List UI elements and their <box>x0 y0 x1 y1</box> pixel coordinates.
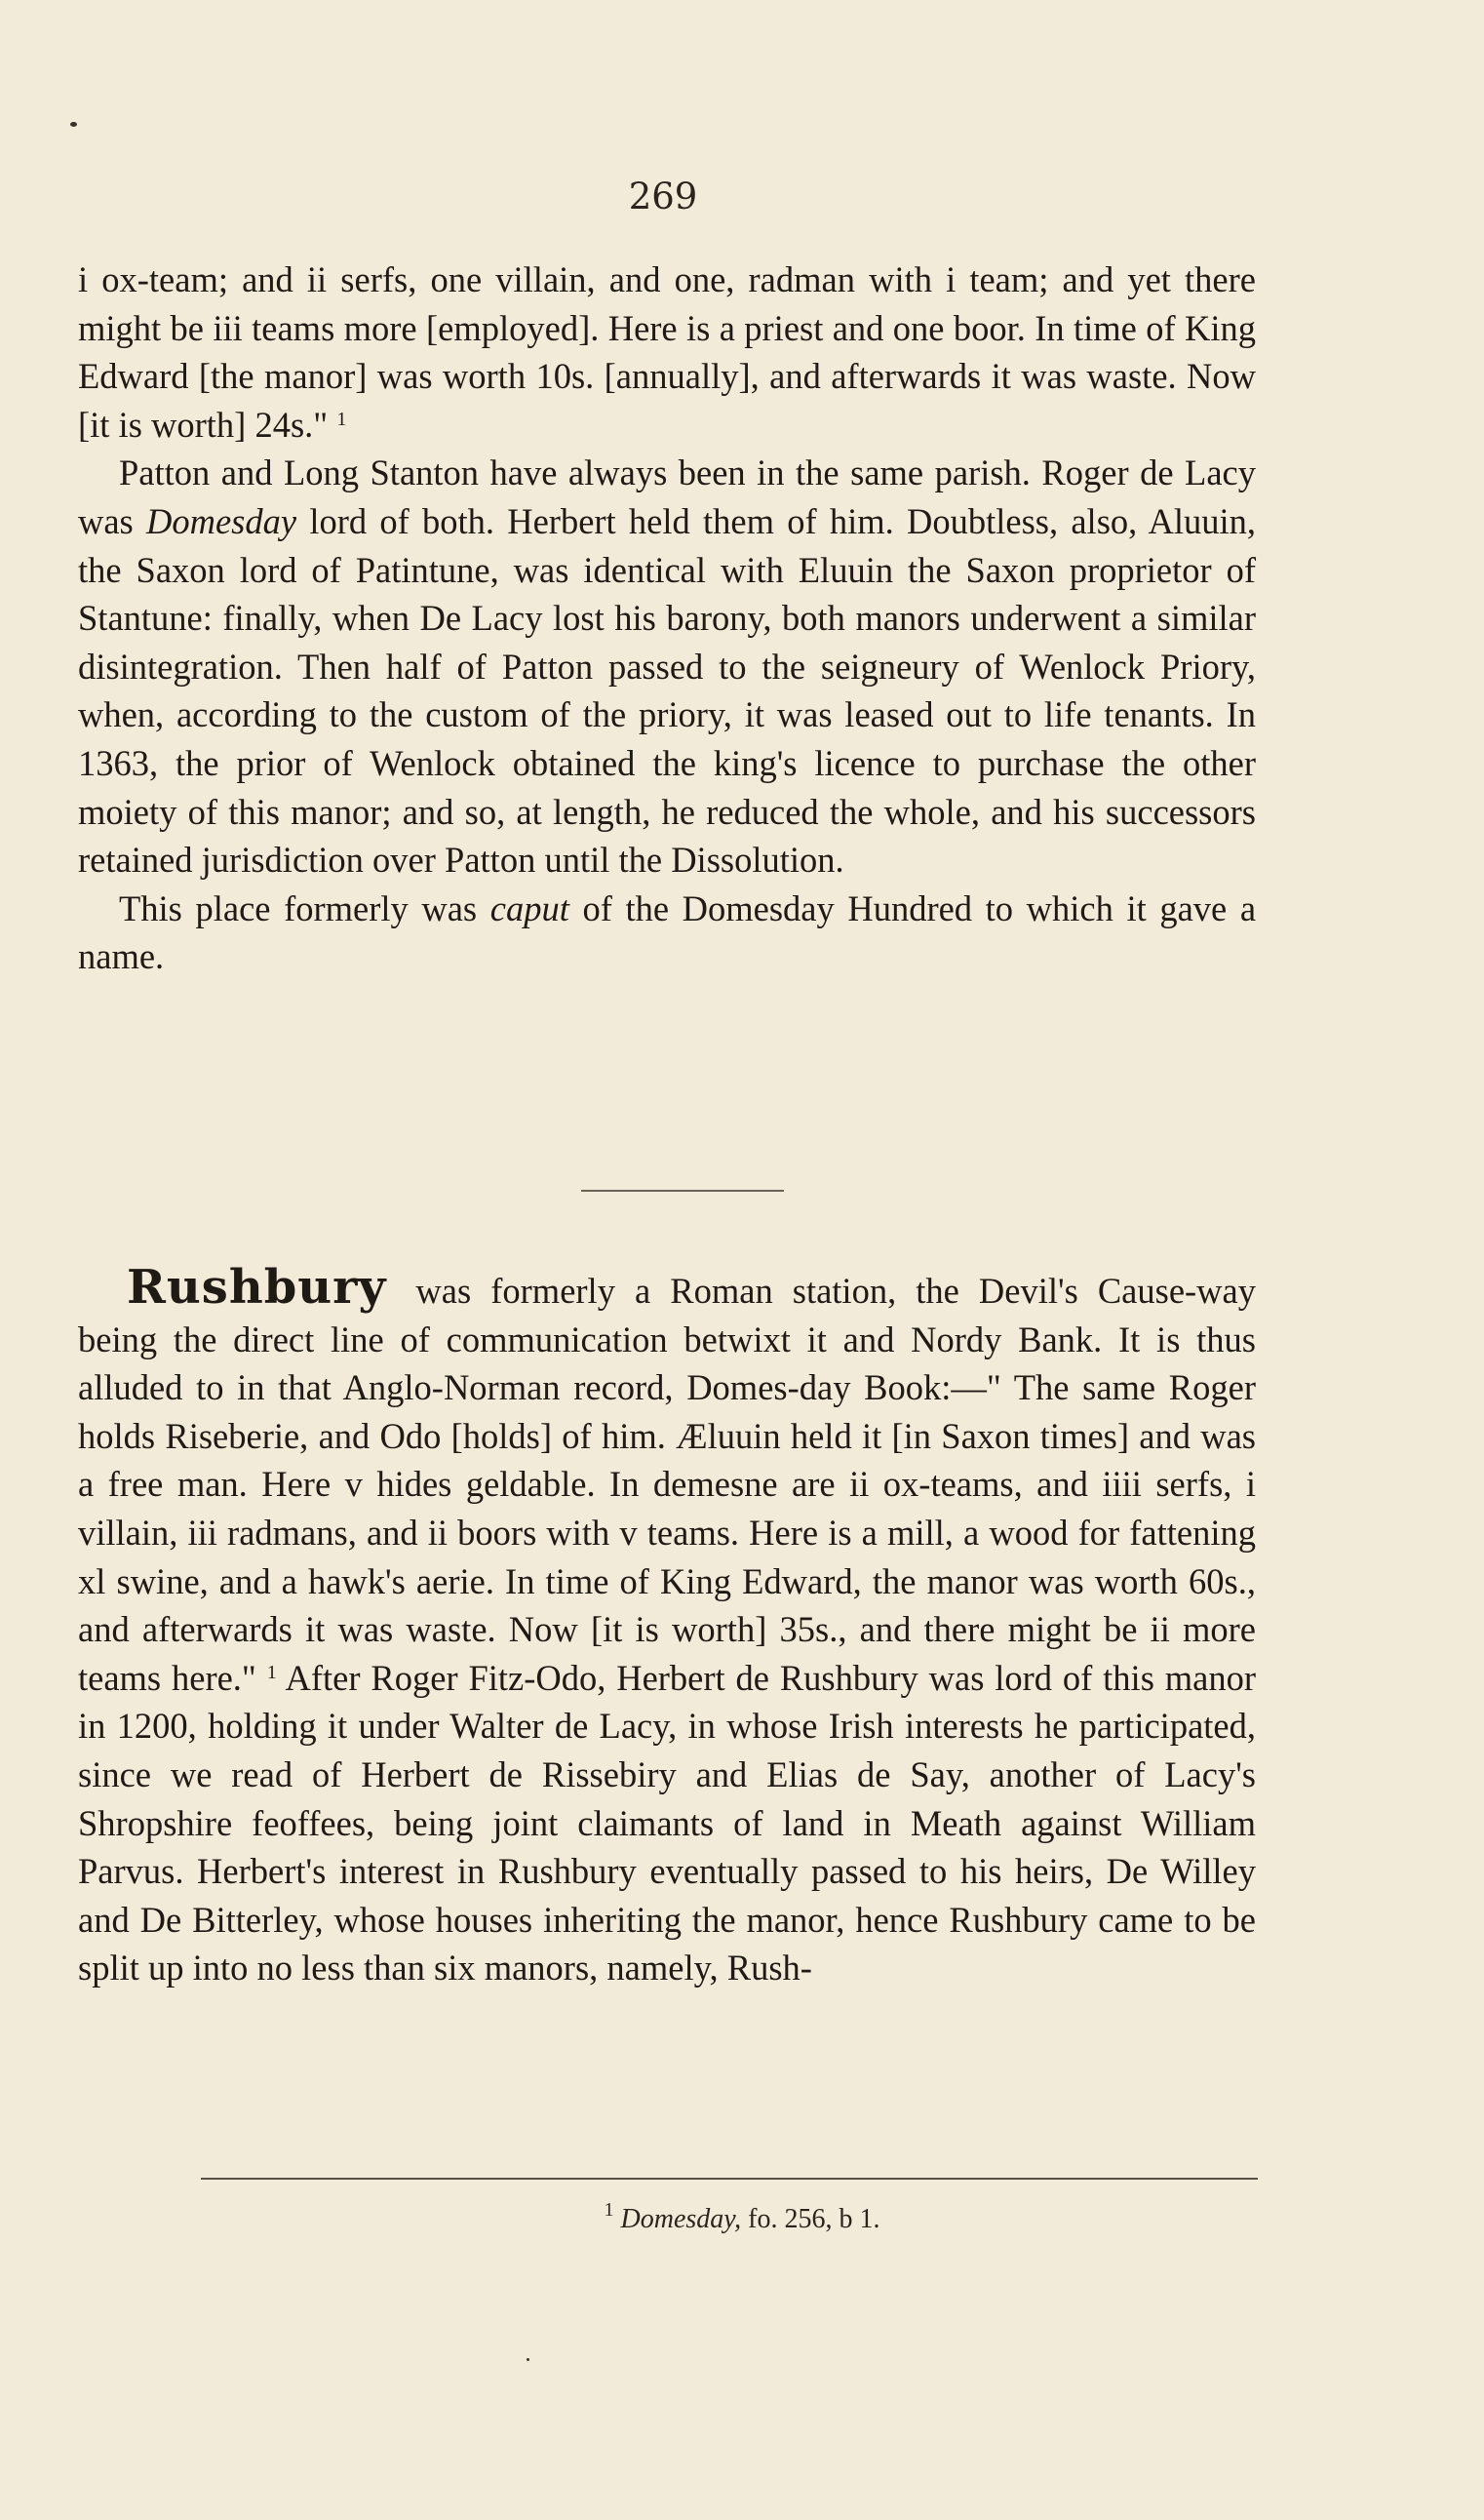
section-heading-word: Rushbury <box>127 1260 387 1315</box>
paragraph-text: Patton and Long Stanton have always been in the same parish. Roger de Lacy was <box>78 453 1256 541</box>
upper-text-block <box>78 256 1256 981</box>
footnote-source: Domesday, <box>620 2204 742 2234</box>
italic-term: Domesday <box>146 500 297 541</box>
paragraph-text: This place formerly was <box>119 887 478 928</box>
section-divider <box>581 1190 784 1192</box>
ink-speck <box>527 2358 529 2361</box>
paragraph-text: was formerly a Roman station, the Devil's Cause-way being the direct line of communication betwixt it and Nordy Bank. It is thus alluded to in that Anglo-Norman record, Domes-day Book:—" The same Roger holds Riseberie, and Odo [holds] of him. Æluuin held it [in Saxon times] and was a free man. Here v hides geldable. In demesne are ii ox-teams, and iiii serfs, i villain, iii radmans, and ii boors with v teams. Here is a mill, a wood for fattening xl swine, and a hawk's aerie. In time of King Edward, the manor was worth 60s., and afterwards it was waste. Now [it is worth] 35s., and there might be ii more teams here." <box>78 1271 1256 1698</box>
paragraph-caput <box>78 885 1256 981</box>
paragraph-text: of the Domesday Hundred to which it gave a name. <box>78 887 1257 977</box>
paragraph-continuation <box>78 256 1256 449</box>
italic-term: caput <box>489 887 569 928</box>
footnote-marker: 1 <box>266 1661 277 1683</box>
paragraph-rushbury <box>78 1260 1256 1992</box>
footnote-marker: 1 <box>336 408 347 430</box>
footnote-reference: fo. 256, b 1. <box>748 2204 880 2234</box>
paragraph-text: lord of both. Herbert held them of him. Doubtless, also, Aluuin, the Saxon lord of Patintune, was identical with Eluuin the Saxon proprietor of Stantune: finally, when De Lacy lost his barony, both manors underwent a similar disintegration. Then half of Patton passed to the seigneury of Wenlock Priory, when, according to the custom of the priory, it was leased out to life tenants. In 1363, the prior of Wenlock obtained the king's licence to purchase the other moiety of this manor; and so, at length, he reduced the whole, and his successors retained jurisdiction over Patton until the Dissolution. <box>78 500 1257 881</box>
page-number: 269 <box>628 176 698 217</box>
footnote-number: 1 <box>604 2199 614 2221</box>
paragraph-text: i ox-team; and ii serfs, one villain, and one, radman with i team; and yet there might be iii teams more [employed]. Here is a priest and one boor. In time of King Edward [the manor] was worth 10s. [annually], and afterwards it was waste. Now [it is worth] 24s." <box>78 259 1256 445</box>
lower-text-block <box>78 1260 1256 1992</box>
paragraph-patton <box>78 449 1256 884</box>
footnote-divider <box>201 2178 1258 2180</box>
paragraph-text: After Roger Fitz-Odo, Herbert de Rushbury was lord of this manor in 1200, holding it under Walter de Lacy, in whose Irish interests he participated, since we read of Herbert de Rissebiry and Elias de Say, another of Lacy's Shropshire feoffees, being joint claimants of land in Meath against William Parvus. Herbert's interest in Rushbury eventually passed to his heirs, De Willey and De Bitterley, whose houses inheriting the manor, hence Rushbury came to be split up into no less than six manors, namely, Rush- <box>78 1657 1256 1988</box>
ink-speck <box>70 122 77 127</box>
footnote <box>0 2199 1484 2235</box>
